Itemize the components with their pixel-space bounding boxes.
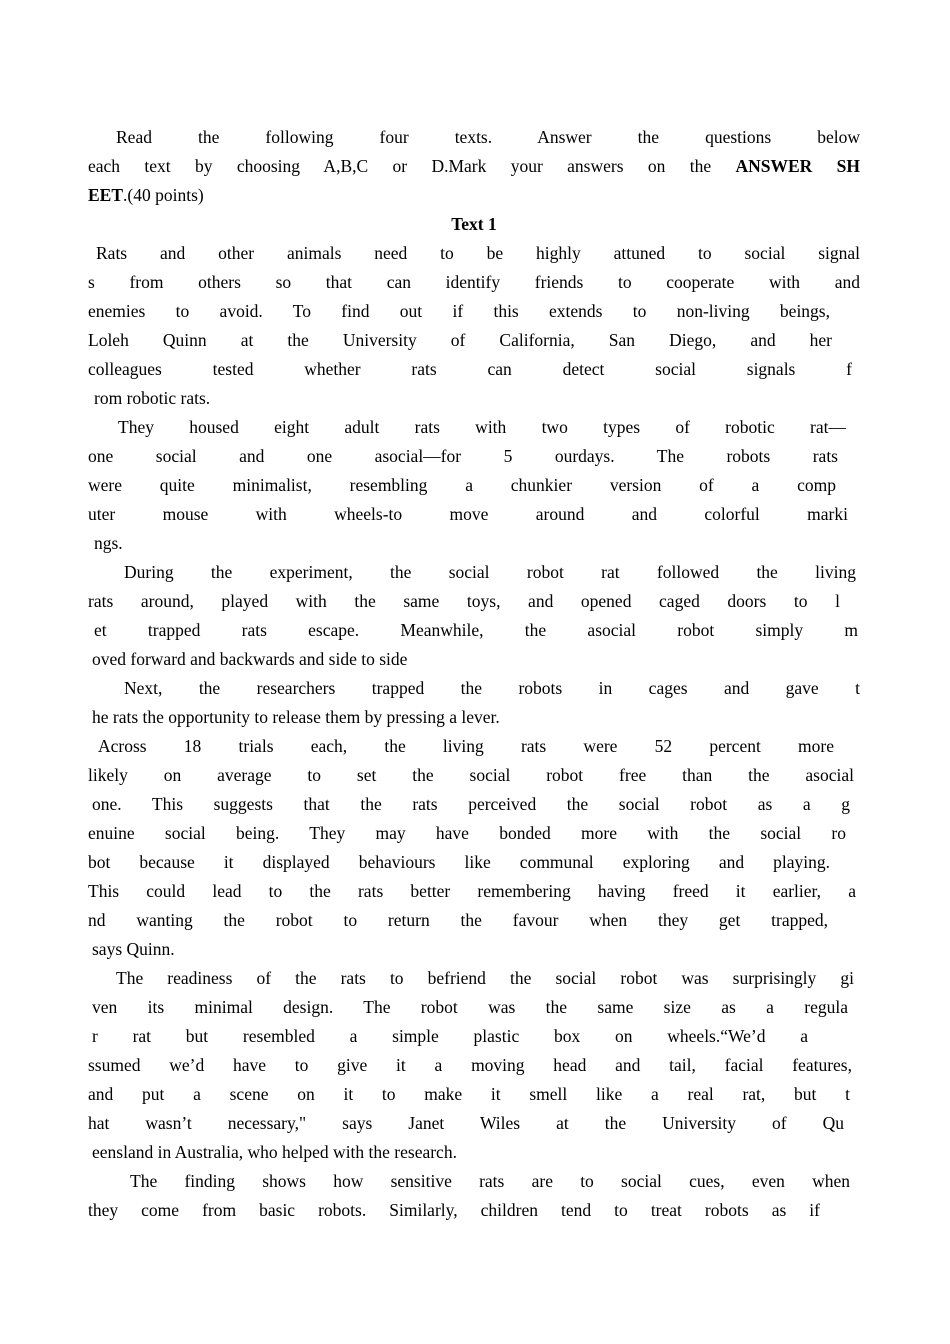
p5-line-5: bot because it displayed behaviours like communal exploring and playing. <box>88 852 830 872</box>
p5-line-7: nd wanting the robot to return the favour when they get trapped, <box>88 910 828 930</box>
p1-line-5: colleagues tested whether rats can detect social signals f <box>88 359 852 379</box>
p3-line-2: rats around, played with the same toys, and opened caged doors to l <box>88 591 840 611</box>
p1-line-1: Rats and other animals need to be highly attuned to social signal <box>96 243 860 263</box>
p5-line-3: one. This suggests that the rats perceived the social robot as a g <box>92 794 850 814</box>
p2-line-3: were quite minimalist, resembling a chunkier version of a comp <box>88 475 836 495</box>
p7-line-1: The finding shows how sensitive rats are to social cues, even when <box>130 1171 850 1191</box>
p3-line-4: oved forward and backwards and side to side <box>92 649 408 669</box>
text1-heading: Text 1 <box>451 214 497 234</box>
p2-line-4: uter mouse with wheels-to move around and colorful marki <box>88 504 848 524</box>
p2-line-2: one social and one asocial—for 5 ourdays. The robots rats <box>88 446 838 466</box>
p7-line-2: they come from basic robots. Similarly, children tend to treat robots as if <box>88 1200 820 1220</box>
p6-line-1: The readiness of the rats to befriend the social robot was surprisingly gi <box>116 968 854 988</box>
p6-line-6: hat wasn’t necessary," says Janet Wiles at the University of Qu <box>88 1113 844 1133</box>
p6-line-5: and put a scene on it to make it smell like a real rat, but t <box>88 1084 850 1104</box>
p5-line-4: enuine social being. They may have bonded more with the social ro <box>88 823 846 843</box>
p1-line-2: s from others so that can identify friends to cooperate with and <box>88 272 860 292</box>
p1-line-3: enemies to avoid. To find out if this extends to non-living beings, <box>88 301 830 321</box>
p4-line-1: Next, the researchers trapped the robots in cages and gave t <box>124 678 860 698</box>
answer-sheet-label-part2: EET <box>88 185 124 205</box>
p5-line-6: This could lead to the rats better remembering having freed it earlier, a <box>88 881 856 901</box>
p6-line-3: r rat but resembled a simple plastic box on wheels.“We’d a <box>92 1026 808 1046</box>
p5-line-8: says Quinn. <box>92 939 175 959</box>
p2-line-5: ngs. <box>94 533 123 553</box>
p2-line-1: They housed eight adult rats with two types of robotic rat— <box>118 417 846 437</box>
p1-line-6: rom robotic rats. <box>94 388 211 408</box>
answer-sheet-label-part1: ANSWER SH <box>735 156 861 176</box>
p6-line-2: ven its minimal design. The robot was the same size as a regula <box>92 997 848 1017</box>
p6-line-4: ssumed we’d have to give it a moving head and tail, facial features, <box>88 1055 852 1075</box>
points-note: .(40 points) <box>123 185 204 205</box>
p1-line-4: Loleh Quinn at the University of California, San Diego, and her <box>88 330 832 350</box>
instructions-line-3 <box>88 184 860 206</box>
p5-line-2: likely on average to set the social robot free than the asocial <box>88 765 854 785</box>
p3-line-3: et trapped rats escape. Meanwhile, the asocial robot simply m <box>94 620 858 640</box>
p6-line-7: eensland in Australia, who helped with the research. <box>92 1142 457 1162</box>
instructions-line-2-text: each text by choosing A,B,C or D.Mark your answers on the <box>88 156 736 176</box>
p3-line-1: During the experiment, the social robot rat followed the living <box>124 562 856 582</box>
p4-line-2: he rats the opportunity to release them by pressing a lever. <box>92 707 500 727</box>
instructions-line-2 <box>88 155 860 177</box>
p5-line-1: Across 18 trials each, the living rats were 52 percent more <box>98 736 834 756</box>
instructions-line-1: Read the following four texts. Answer the questions below <box>116 127 860 147</box>
